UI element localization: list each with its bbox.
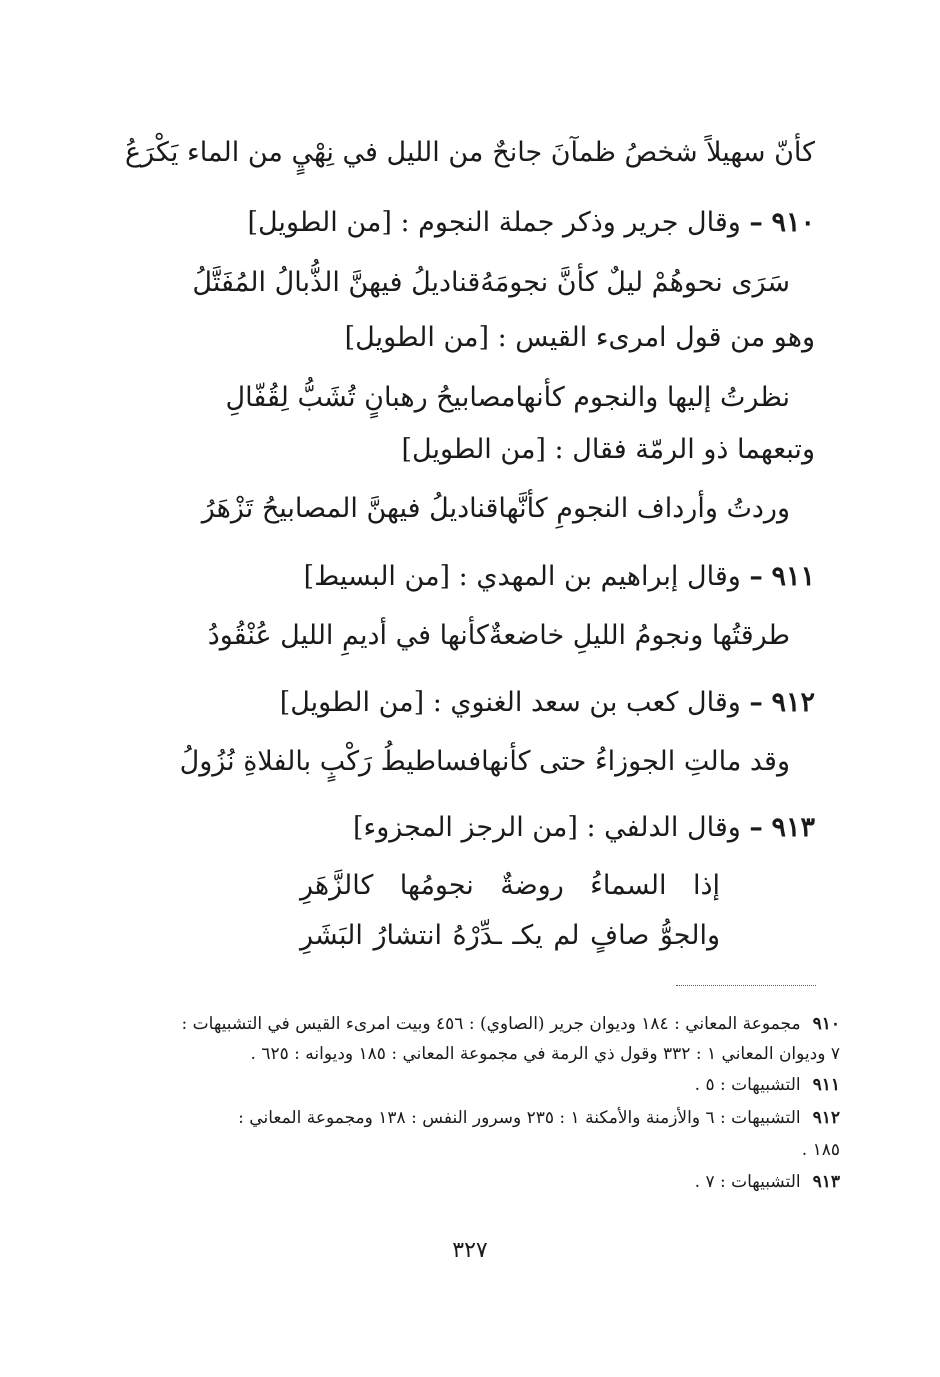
verse-hemistich: وقد مالتِ الجوزاءُ حتى كأنها [481,746,790,777]
entry-dash: – [749,812,763,843]
entry-dash: – [749,207,763,238]
footnote-separator [676,985,816,986]
footnote [180,1071,840,1099]
footnote [180,1168,840,1196]
footnote-number: ٩١٣ [812,1172,840,1192]
rajaz-line [300,916,720,956]
verse-hemistich: كأنّ سهيلاً شخصُ ظمآنَ جانحٌ [492,137,815,168]
entry-heading [247,203,815,243]
entry-heading [353,808,815,848]
entry-heading [304,557,815,597]
verse-hemistich: قناديلُ فيهنَّ الذُّبالُ المُفَتَّلُ [192,267,481,298]
footnote-text: التشبيهات : ٦ والأزمنة والأمكنة ١ : ٢٣٥ وسرور النفس : ١٣٨ ومجموعة المعاني : [238,1108,801,1128]
footnote [180,1104,840,1132]
verse-hemistich: كأنها في أديمِ الليل عُنْقُودُ [207,620,489,651]
entry-number: ٩١١ [771,561,815,592]
rajaz-word: إذا [692,870,720,901]
footnote-text: مجموعة المعاني : ١٨٤ وديوان جرير (الصاوي) : ٤٥٦ وبيت امرىء القيس في التشبيهات : [181,1014,801,1034]
verse-line [225,378,790,418]
entry-dash: – [749,687,763,718]
entry-number: ٩١٠ [771,207,815,238]
footnote [180,1010,840,1038]
rajaz-word: لم [553,920,580,951]
footnote-continuation [180,1136,840,1164]
verse-line [192,263,790,303]
rajaz-word: والجوُّ [659,920,720,951]
verse-line [201,489,790,529]
entry-number: ٩١٣ [771,812,815,843]
entry-text: وقال إبراهيم بن المهدي : [من البسيط] [303,561,741,592]
rajaz-word: يكـ [512,920,543,951]
rajaz-line [300,866,720,906]
rajaz-word: البَشَرِ [300,920,363,951]
footnote-number: ٩١١ [812,1075,840,1095]
prose-line: وهو من قول امرىء القيس : [من الطويل] [344,322,815,353]
entry-number: ٩١٢ [771,687,815,718]
page-number: ٣٢٧ [452,1238,488,1263]
entry-dash: – [749,561,763,592]
rajaz-word: كالزَّهَرِ [300,870,374,901]
verse-hemistich: طرقتُها ونجومُ الليلِ خاضعةٌ [488,620,790,651]
entry-text: وقال الدلفي : [من الرجز المجزوء] [353,812,741,843]
entry-heading [280,683,815,723]
entry-text: وقال جرير وذكر جملة النجوم : [من الطويل] [247,207,741,238]
footnote-number: ٩١٢ [812,1108,840,1128]
prose-line: وتبعهما ذو الرمّة فقال : [من الطويل] [401,434,815,465]
verse-hemistich: نظرتُ إليها والنجوم كأنها [515,382,790,413]
verse-line [179,742,790,782]
rajaz-word: السماءُ [590,870,667,901]
rajaz-word: روضةٌ [500,870,564,901]
verse-hemistich: من الليل في نِهْيٍ من الماء يَكْرَعُ [125,137,484,168]
footnote-text: التشبيهات : ٧ . [694,1172,801,1192]
verse-hemistich: فساطيطُ رَكْبٍ بالفلاةِ نُزُولُ [179,746,482,777]
footnote-text: ١٨٥ . [801,1140,840,1160]
rajaz-word: انتشارُ [373,920,442,951]
footnote-text: التشبيهات : ٥ . [694,1075,801,1095]
rajaz-word: صافٍ [590,920,650,951]
verse-hemistich: قناديلُ فيهنَّ المصابيحُ تَزْهَرُ [201,493,499,524]
verse-hemistich: وردتُ وأرداف النجومِ كأنَّها [498,493,790,524]
rajaz-word: نجومُها [399,870,474,901]
footnote-continuation [180,1040,840,1068]
verse-line [207,616,790,656]
verse-hemistich: مصابيحُ رهبانٍ تُشَبُّ لِقُفّالِ [225,382,516,413]
footnote-text: ٧ وديوان المعاني ١ : ٣٣٢ وقول ذي الرمة في مجموعة المعاني : ١٨٥ وديوانه : ٦٢٥ . [250,1044,840,1064]
footnote-number: ٩١٠ [812,1014,840,1034]
entry-text: وقال كعب بن سعد الغنوي : [من الطويل] [279,687,741,718]
verse-hemistich: سَرَى نحوهُمْ ليلٌ كأنَّ نجومَهُ [480,267,790,298]
rajaz-word: ـدِّرْهُ [452,920,502,951]
verse-line [125,133,815,173]
